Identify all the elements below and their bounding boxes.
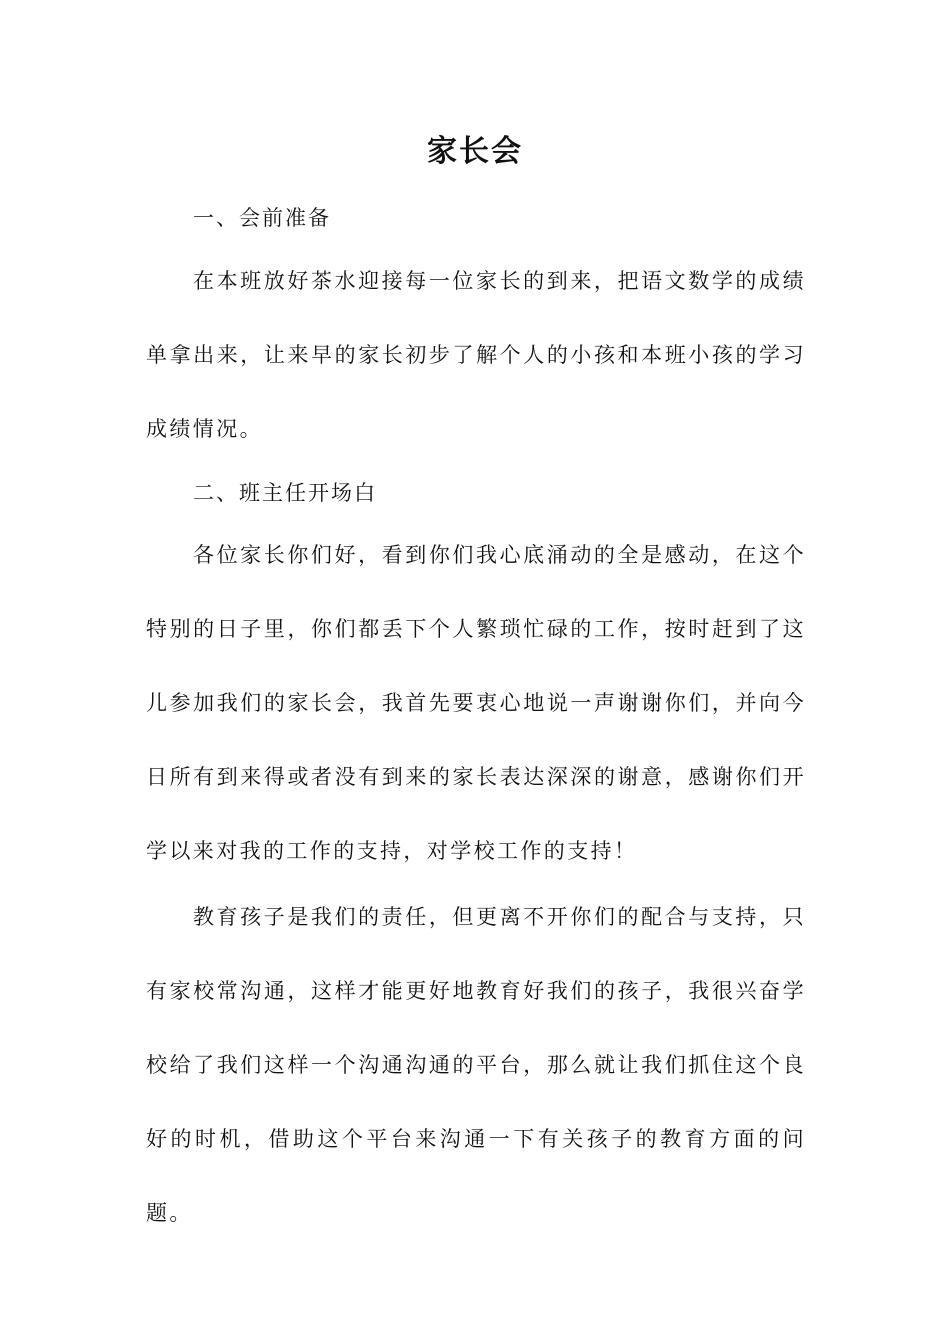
- paragraph-preparation: 在本班放好茶水迎接每一位家长的到来，把语文数学的成绩单拿出来，让来早的家长初步了解个人的小孩和本班小孩的学习成绩情况。: [146, 269, 806, 441]
- paragraph-opening-communication: 教育孩子是我们的责任，但更离不开你们的配合与支持，只有家校常沟通，这样才能更好地教育好我们的孩子，我很兴奋学校给了我们这样一个沟通沟通的平台，那么就让我们抓住这个良好的时机，借助这个平台来沟通一下有关孩子的教育方面的问题。: [146, 905, 806, 1225]
- section-heading-opening: 二、班主任开场白: [193, 481, 377, 505]
- paragraph-opening-thanks: 各位家长你们好，看到你们我心底涌动的全是感动，在这个特别的日子里，你们都丢下个人繁琐忙碌的工作，按时赶到了这儿参加我们的家长会，我首先要衷心地说一声谢谢你们，并向今日所有到来得或者没有到来的家长表达深深的谢意，感谢你们开学以来对我的工作的支持，对学校工作的支持！: [146, 543, 806, 863]
- section-heading-preparation: 一、会前准备: [193, 206, 331, 230]
- document-title: 家长会: [427, 134, 523, 169]
